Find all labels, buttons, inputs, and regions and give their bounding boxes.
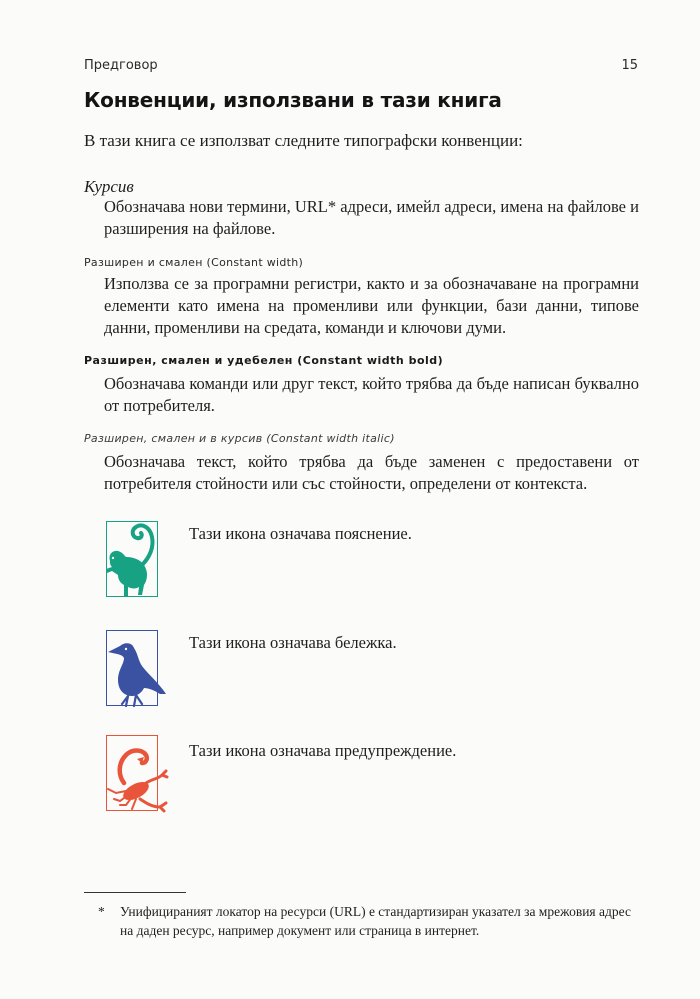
footnote-divider — [84, 892, 186, 893]
convention-description-constant-width-italic: Обозначава текст, който трябва да бъде заменен с предоставени от потребителя стойности или със стойности, определени от контекста. — [104, 452, 639, 493]
scorpion-icon — [100, 739, 176, 819]
convention-term-constant-width-bold: Разширен, смален и удебелен (Constant width bold) — [84, 354, 444, 367]
footnote-text: Унифицираният локатор на ресурси (URL) е стандартизиран указател за мрежовия адрес на даден ресурс, например документ или страница в интернет. — [120, 904, 631, 938]
footnote-marker: * — [98, 904, 105, 919]
note-icon-text: Тази икона означава бележка. — [189, 633, 397, 652]
chapter-name: Предговор — [84, 58, 158, 73]
page-number: 15 — [621, 58, 638, 73]
convention-description-italic: Обозначава нови термини, URL* адреси, имейл адреси, имена на файлове и разширения на файлове. — [104, 197, 639, 238]
warning-icon-text: Тази икона означава предупреждение. — [189, 741, 457, 760]
running-header — [84, 58, 638, 73]
section-title: Конвенции, използвани в тази книга — [84, 88, 502, 112]
convention-description-constant-width: Използва се за програмни регистри, както и за обозначаване на програмни елементи като имена на променливи или функции, бази данни, типове данни, променливи на средата, команди и ключови думи. — [104, 274, 639, 337]
intro-paragraph: В тази книга се използват следните типографски конвенции: — [84, 131, 523, 150]
lemur-icon — [98, 517, 170, 607]
convention-description-constant-width-bold: Обозначава команди или друг текст, който трябва да бъде написан буквално от потребителя. — [104, 374, 639, 415]
footnote — [98, 902, 638, 940]
crow-icon — [102, 632, 174, 718]
convention-term-constant-width: Разширен и смален (Constant width) — [84, 256, 304, 269]
tip-icon-text: Тази икона означава пояснение. — [189, 524, 412, 543]
convention-term-constant-width-italic: Разширен, смален и в курсив (Constant width italic) — [84, 432, 395, 445]
convention-term-italic: Курсив — [84, 177, 134, 196]
